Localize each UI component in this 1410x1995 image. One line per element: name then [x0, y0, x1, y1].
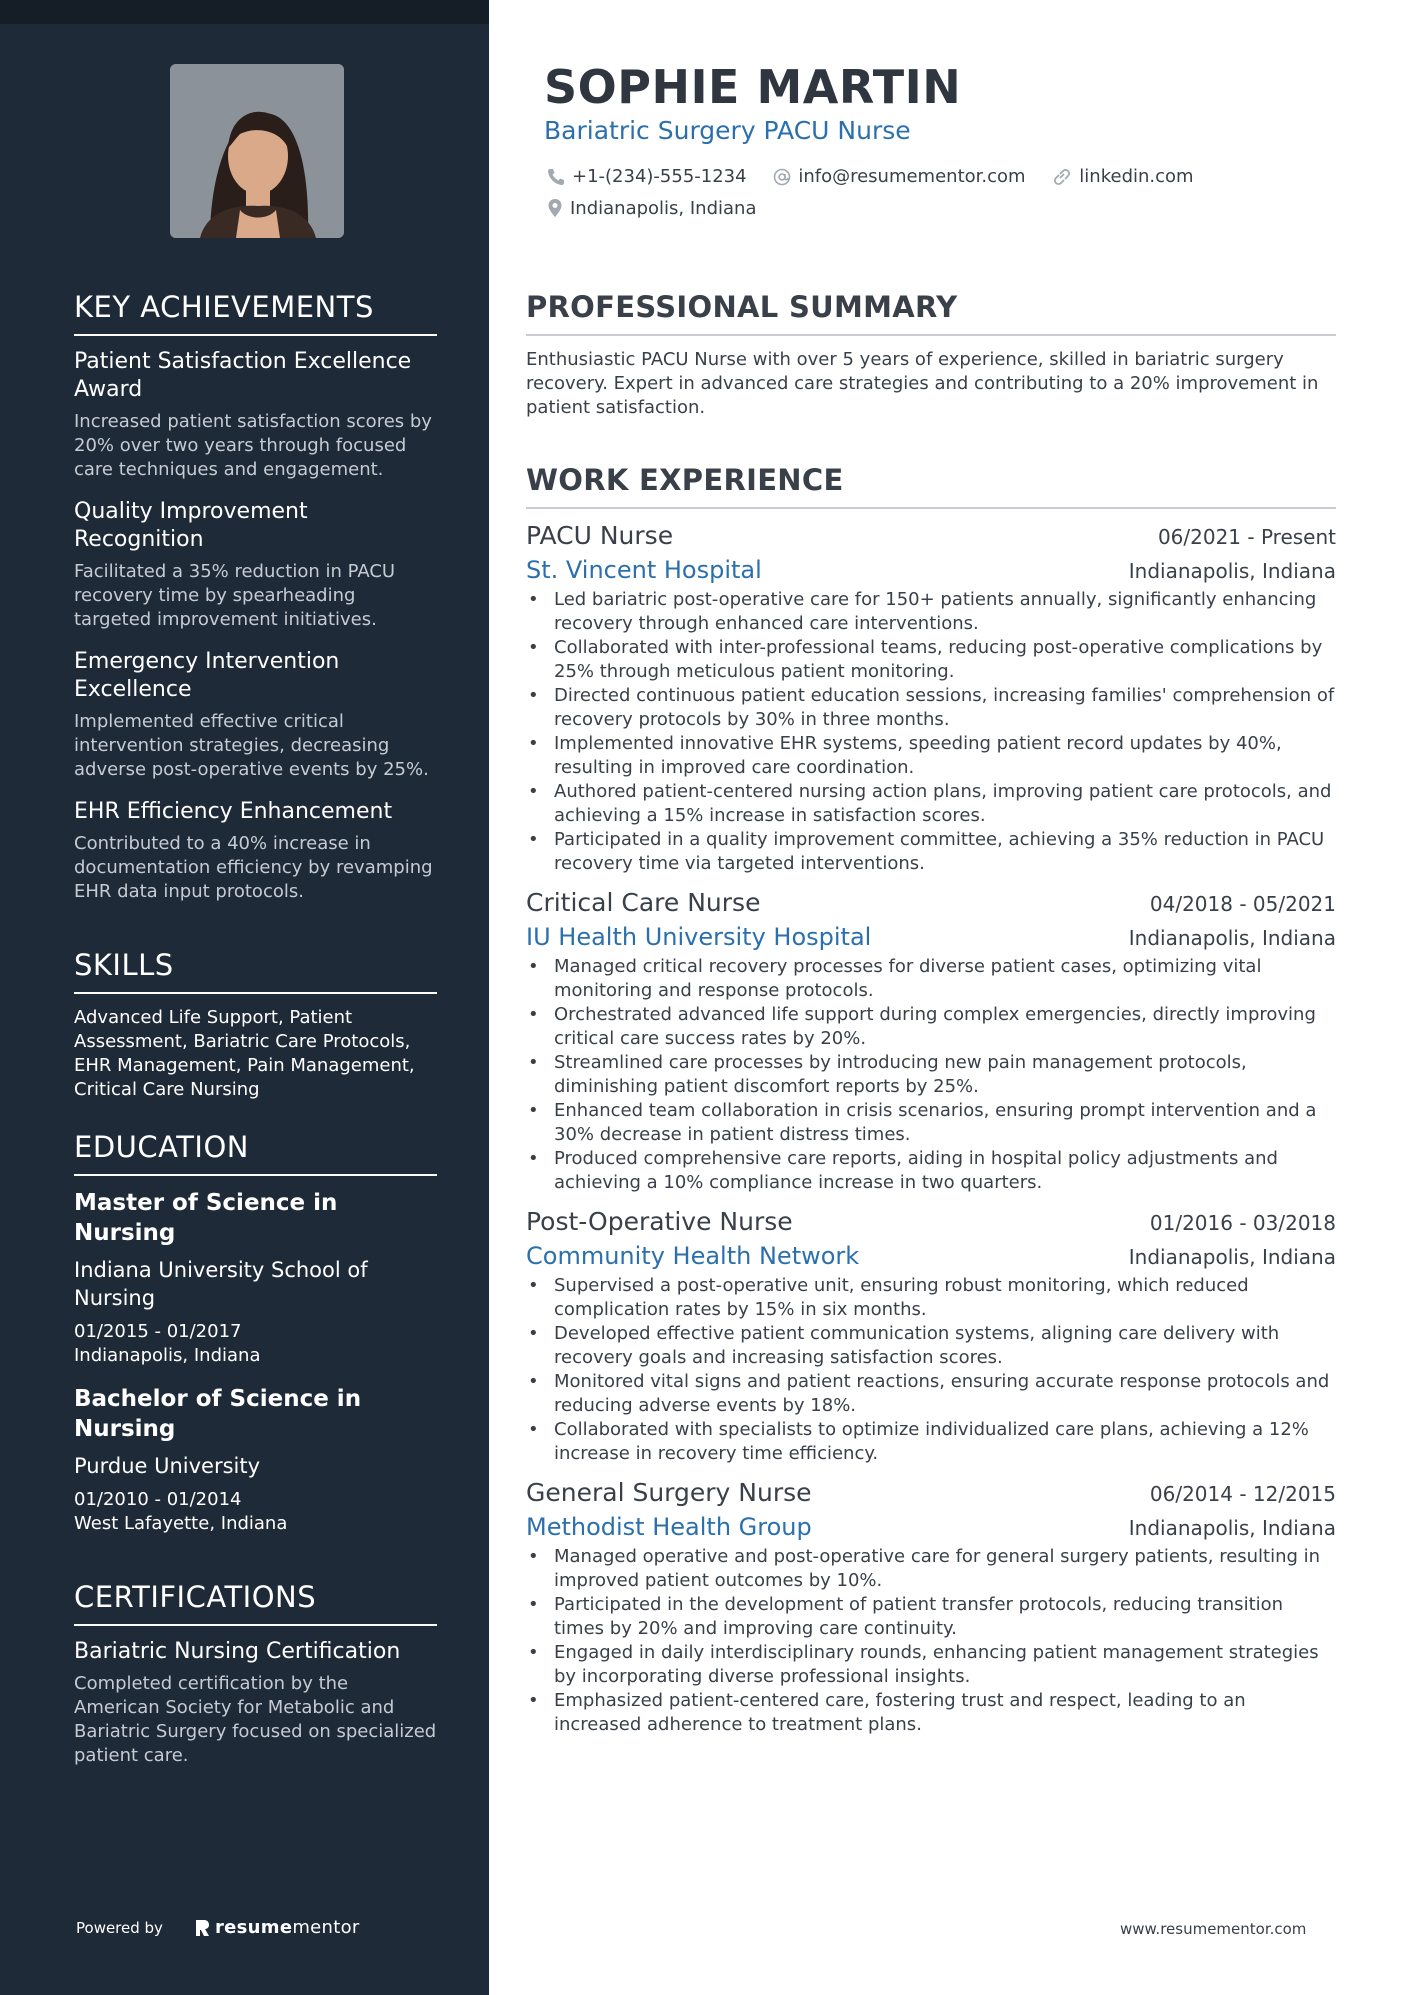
job-role: Critical Care Nurse: [526, 888, 761, 917]
linkedin-text: linkedin.com: [1079, 166, 1194, 187]
job-bullet: • Monitored vital signs and patient reactions, ensuring accurate response protocols and reducing adverse events by 18%.: [526, 1370, 1336, 1418]
job-bullet: • Managed critical recovery processes for diverse patient cases, optimizing vital monitoring and response protocols.: [526, 955, 1336, 1003]
education-dates: 01/2015 - 01/2017: [74, 1321, 242, 1342]
contact-info: [546, 163, 1306, 226]
summary-section: [526, 290, 1336, 420]
achievement-title: Quality Improvement Recognition: [74, 499, 308, 552]
sidebar: [0, 0, 489, 1995]
experience-section: [526, 463, 1336, 1749]
link-icon: [1051, 167, 1073, 187]
job-bullet: • Participated in the development of patient transfer protocols, reducing transition times by 20% and improving care continuity.: [526, 1593, 1336, 1641]
job-bullets: [526, 1545, 1336, 1737]
job-bullet: • Participated in a quality improvement committee, achieving a 35% reduction in PACU recovery time via targeted interventions.: [526, 828, 1336, 876]
job-bullets: [526, 1274, 1336, 1466]
achievement-title: EHR Efficiency Enhancement: [74, 799, 393, 824]
job-bullet: • Developed effective patient communication systems, aligning care delivery with recovery goals and increasing satisfaction scores.: [526, 1322, 1336, 1370]
job-header: [526, 1207, 1336, 1236]
sidebar-top-band: [0, 0, 489, 24]
job-bullet: • Collaborated with inter-professional teams, reducing post-operative complications by 25% through meticulous patient monitoring.: [526, 636, 1336, 684]
education-degree: Bachelor of Science in Nursing: [74, 1386, 362, 1442]
job-location: Indianapolis, Indiana: [1128, 926, 1336, 950]
job-company-row: [526, 1242, 1336, 1270]
job-bullet: • Orchestrated advanced life support during complex emergencies, directly improving critical care success rates by 20%.: [526, 1003, 1336, 1051]
at-icon: [772, 167, 792, 187]
job-dates: 06/2014 - 12/2015: [1149, 1482, 1336, 1506]
job-entry: [526, 888, 1336, 1195]
education-degree: Master of Science in Nursing: [74, 1190, 338, 1246]
job-bullet: • Implemented innovative EHR systems, speeding patient record updates by 40%, resulting in improved care coordination.: [526, 732, 1336, 780]
job-bullet: • Led bariatric post-operative care for 150+ patients annually, significantly enhancing recovery through enhanced care interventions.: [526, 588, 1336, 636]
contact-location: [546, 195, 757, 222]
section-spacer: [74, 1552, 437, 1580]
job-dates: 04/2018 - 05/2021: [1149, 892, 1336, 916]
job-role: General Surgery Nurse: [526, 1478, 812, 1507]
candidate-name: SOPHIE MARTIN: [544, 60, 962, 114]
certification-title: Bariatric Nursing Certification: [74, 1639, 401, 1664]
job-bullet: • Emphasized patient-centered care, fostering trust and respect, leading to an increased adherence to treatment plans.: [526, 1689, 1336, 1737]
job-company: Community Health Network: [526, 1242, 860, 1270]
achievement-desc: Implemented effective critical intervention strategies, decreasing adverse post-operative events by 25%.: [74, 711, 429, 780]
summary-heading: PROFESSIONAL SUMMARY: [526, 290, 1336, 336]
achievement-item: [74, 798, 437, 904]
email-text: info@resumementor.com: [798, 166, 1026, 187]
achievement-item: [74, 648, 437, 782]
brand-name-light: mentor: [292, 1917, 360, 1938]
job-entry: [526, 521, 1336, 876]
certification-item: [74, 1638, 437, 1768]
brand-logo[interactable]: [193, 1917, 360, 1938]
footer-website-link[interactable]: www.resumementor.com: [1120, 1920, 1307, 1938]
job-company: St. Vincent Hospital: [526, 556, 762, 584]
achievement-title: Emergency Intervention Excellence: [74, 649, 340, 702]
job-location: Indianapolis, Indiana: [1128, 1516, 1336, 1540]
job-bullets: [526, 955, 1336, 1195]
candidate-title: Bariatric Surgery PACU Nurse: [544, 116, 911, 145]
education-school: Indiana University School of Nursing: [74, 1258, 368, 1310]
contact-phone[interactable]: [546, 163, 747, 190]
job-bullet: • Supervised a post-operative unit, ensuring robust monitoring, which reduced complication rates by 15% in six months.: [526, 1274, 1336, 1322]
job-bullet: • Managed operative and post-operative care for general surgery patients, resulting in improved patient outcomes by 10%.: [526, 1545, 1336, 1593]
powered-by: [76, 1917, 360, 1938]
job-header: [526, 1478, 1336, 1507]
job-role: Post-Operative Nurse: [526, 1207, 793, 1236]
job-company-row: [526, 1513, 1336, 1541]
job-header: [526, 888, 1336, 917]
certification-desc: Completed certification by the American Society for Metabolic and Bariatric Surgery focused on specialized patient care.: [74, 1673, 437, 1766]
education-heading: EDUCATION: [74, 1130, 437, 1176]
education-location: West Lafayette, Indiana: [74, 1513, 288, 1534]
job-bullet: • Streamlined care processes by introducing new pain management protocols, diminishing patient discomfort reports by 25%.: [526, 1051, 1336, 1099]
education-item: [74, 1188, 437, 1368]
profile-photo: [170, 64, 344, 238]
job-bullets: [526, 588, 1336, 876]
job-dates: 01/2016 - 03/2018: [1149, 1211, 1336, 1235]
brand-name-bold: resume: [214, 1917, 293, 1938]
contact-linkedin[interactable]: [1051, 163, 1193, 190]
section-spacer: [74, 1102, 437, 1130]
certifications-heading: CERTIFICATIONS: [74, 1580, 437, 1626]
profile-photo-image: [170, 64, 344, 238]
job-entry: [526, 1478, 1336, 1737]
sidebar-content: [74, 290, 437, 1768]
job-header: [526, 521, 1336, 550]
job-company-row: [526, 923, 1336, 951]
location-text: Indianapolis, Indiana: [570, 197, 757, 219]
experience-heading: WORK EXPERIENCE: [526, 463, 1336, 509]
achievement-desc: Facilitated a 35% reduction in PACU recovery time by spearheading targeted improvement initiatives.: [74, 561, 396, 630]
skills-heading: SKILLS: [74, 948, 437, 994]
job-bullet: • Enhanced team collaboration in crisis scenarios, ensuring prompt intervention and a 30% decrease in patient distress times.: [526, 1099, 1336, 1147]
job-bullet: • Engaged in daily interdisciplinary rounds, enhancing patient management strategies by incorporating diverse professional insights.: [526, 1641, 1336, 1689]
powered-by-label: Powered by: [76, 1918, 163, 1937]
education-school: Purdue University: [74, 1454, 261, 1478]
job-location: Indianapolis, Indiana: [1128, 559, 1336, 583]
achievement-item: [74, 348, 437, 482]
skills-list: Advanced Life Support, Patient Assessment, Bariatric Care Protocols, EHR Management, Pain Management, Critical Care Nursing: [74, 1007, 415, 1100]
achievement-desc: Contributed to a 40% increase in documentation efficiency by revamping EHR data input protocols.: [74, 833, 433, 902]
job-company: IU Health University Hospital: [526, 923, 872, 951]
achievements-heading: KEY ACHIEVEMENTS: [74, 290, 437, 336]
job-bullet: • Produced comprehensive care reports, aiding in hospital policy adjustments and achieving a 10% compliance increase in two quarters.: [526, 1147, 1336, 1195]
location-pin-icon: [546, 198, 564, 218]
brand-logo-icon: [193, 1918, 211, 1938]
contact-email[interactable]: [772, 163, 1025, 190]
achievement-item: [74, 498, 437, 632]
education-item: [74, 1384, 437, 1536]
phone-icon: [546, 167, 566, 187]
job-bullet: • Collaborated with specialists to optimize individualized care plans, achieving a 12% increase in recovery time efficiency.: [526, 1418, 1336, 1466]
job-role: PACU Nurse: [526, 521, 674, 550]
phone-text: +1-(234)-555-1234: [572, 166, 747, 187]
job-company: Methodist Health Group: [526, 1513, 812, 1541]
section-spacer: [74, 920, 437, 948]
education-location: Indianapolis, Indiana: [74, 1345, 261, 1366]
job-location: Indianapolis, Indiana: [1128, 1245, 1336, 1269]
job-company-row: [526, 556, 1336, 584]
achievement-desc: Increased patient satisfaction scores by 20% over two years through focused care techniques and engagement.: [74, 411, 432, 480]
job-dates: 06/2021 - Present: [1157, 525, 1336, 549]
summary-text: Enthusiastic PACU Nurse with over 5 years of experience, skilled in bariatric surgery recovery. Expert in advanced care strategies and contributing to a 20% improvement in patient satisfaction.: [526, 349, 1319, 418]
job-bullet: • Directed continuous patient education sessions, increasing families' comprehension of recovery protocols by 30% in three months.: [526, 684, 1336, 732]
education-dates: 01/2010 - 01/2014: [74, 1489, 242, 1510]
job-bullet: • Authored patient-centered nursing action plans, improving patient care protocols, and achieving a 15% increase in satisfaction scores.: [526, 780, 1336, 828]
achievement-title: Patient Satisfaction Excellence Award: [74, 349, 412, 402]
job-entry: [526, 1207, 1336, 1466]
